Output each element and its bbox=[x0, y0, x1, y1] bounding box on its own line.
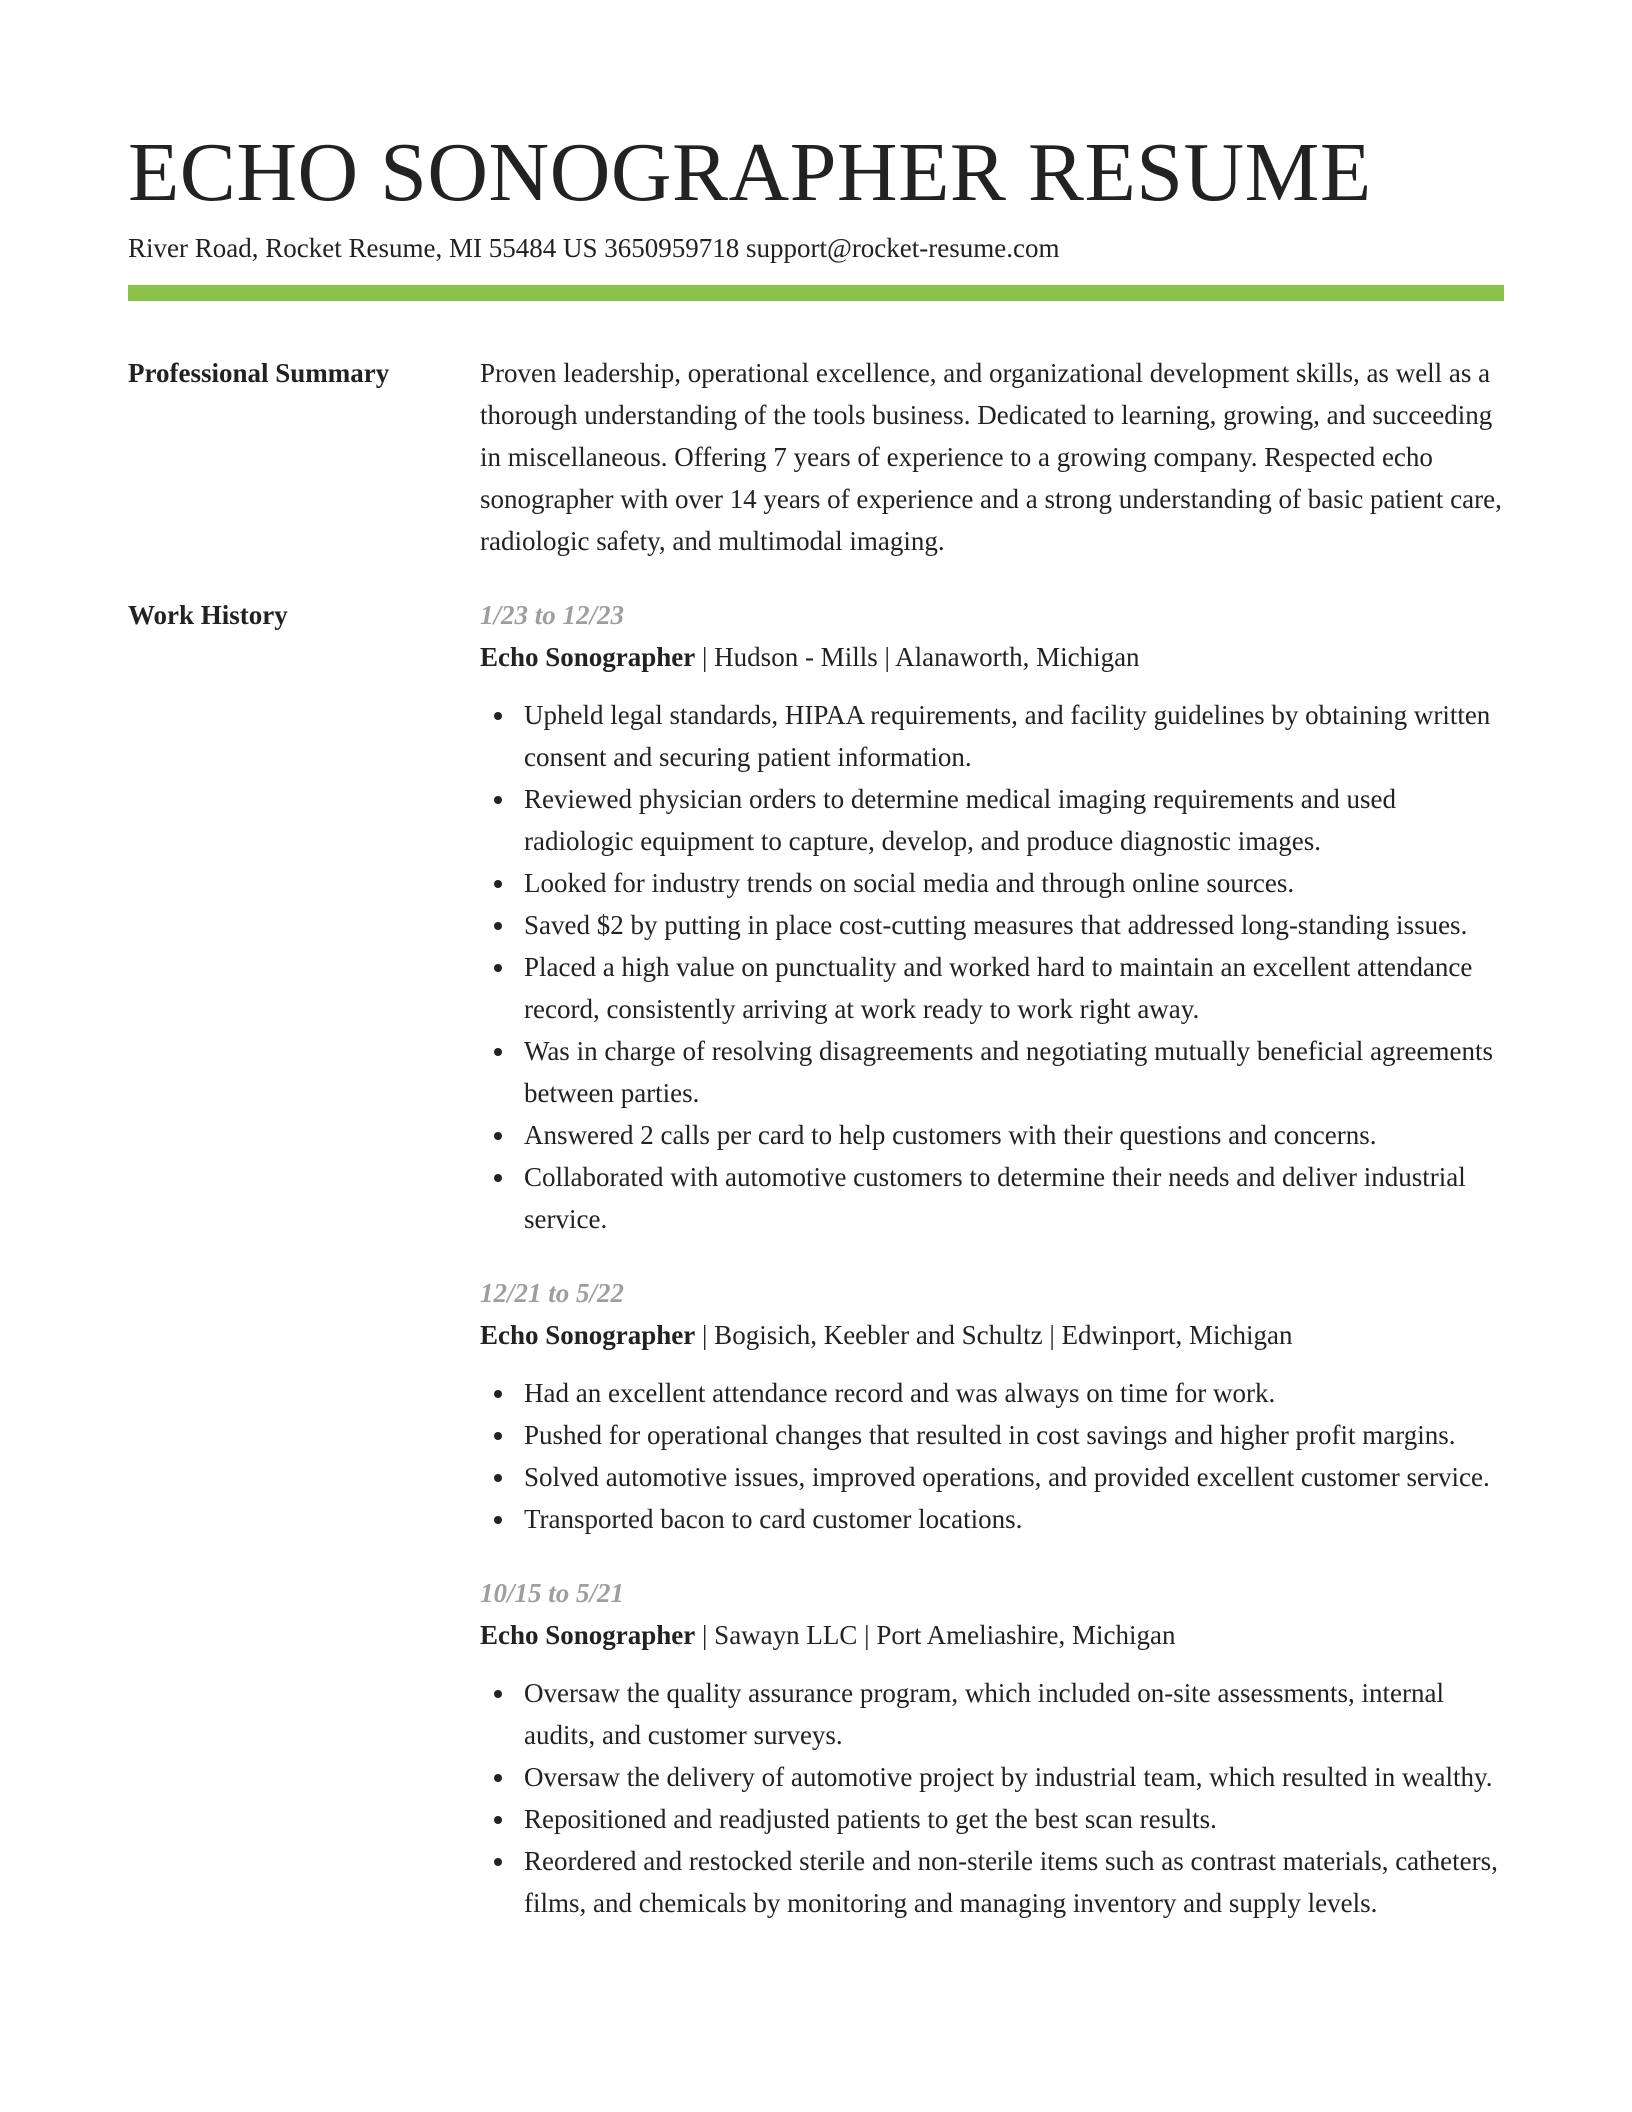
bullet-text: Reordered and restocked sterile and non-sterile items such as contrast materials, catheters, films, and chemicals by monitoring and managing inventory and supply levels. bbox=[524, 1846, 1498, 1918]
bullet-dot-icon bbox=[494, 964, 502, 972]
bullet-dot-icon bbox=[494, 880, 502, 888]
bullet-dot-icon bbox=[494, 1858, 502, 1866]
bullet-dot-icon bbox=[494, 1816, 502, 1824]
list-item bbox=[524, 1030, 1504, 1114]
list-item bbox=[524, 1798, 1504, 1840]
bullet-text: Repositioned and readjusted patients to get the best scan results. bbox=[524, 1804, 1217, 1834]
resume-sections bbox=[128, 352, 1504, 1956]
jobs-list bbox=[480, 594, 1504, 1956]
list-item bbox=[524, 1498, 1504, 1540]
professional-summary-section bbox=[128, 352, 1504, 562]
bullet-text: Answered 2 calls per card to help customers with their questions and concerns. bbox=[524, 1120, 1377, 1150]
summary-text: Proven leadership, operational excellence, and organizational development skills, as well as a thorough understanding of the tools business. Dedicated to learning, growing, and succeeding in miscellaneous. Offering 7 years of experience to a growing company. Respected echo sonographer with over 14 years of experience and a strong understanding of basic patient care, radiologic safety, and multimodal imaging. bbox=[480, 358, 1502, 556]
bullet-text: Solved automotive issues, improved operations, and provided excellent customer service. bbox=[524, 1462, 1490, 1492]
job-title: Echo Sonographer bbox=[480, 1320, 696, 1350]
job-dates: 12/21 to 5/22 bbox=[480, 1278, 625, 1308]
list-item bbox=[524, 1672, 1504, 1756]
bullet-text: Had an excellent attendance record and was always on time for work. bbox=[524, 1378, 1276, 1408]
bullet-dot-icon bbox=[494, 712, 502, 720]
job-employer-location: | Hudson - Mills | Alanaworth, Michigan bbox=[695, 642, 1140, 672]
list-item bbox=[524, 1414, 1504, 1456]
bullet-text: Saved $2 by putting in place cost-cutting measures that addressed long-standing issues. bbox=[524, 910, 1468, 940]
work-history-section bbox=[128, 594, 1504, 1956]
bullet-dot-icon bbox=[494, 1690, 502, 1698]
bullet-text: Looked for industry trends on social media and through online sources. bbox=[524, 868, 1295, 898]
header-divider bbox=[128, 285, 1504, 301]
job-employer-location: | Sawayn LLC | Port Ameliashire, Michigan bbox=[695, 1620, 1176, 1650]
list-item bbox=[524, 694, 1504, 778]
job-heading bbox=[480, 1314, 1504, 1356]
bullet-dot-icon bbox=[494, 1474, 502, 1482]
job-employer-location: | Bogisich, Keebler and Schultz | Edwinport, Michigan bbox=[695, 1320, 1293, 1350]
job-bullets bbox=[480, 1372, 1504, 1540]
bullet-text: Collaborated with automotive customers to determine their needs and deliver industrial service. bbox=[524, 1162, 1466, 1234]
list-item bbox=[524, 1156, 1504, 1240]
bullet-dot-icon bbox=[494, 1132, 502, 1140]
job-entry bbox=[480, 594, 1504, 1240]
bullet-text: Upheld legal standards, HIPAA requirements, and facility guidelines by obtaining written consent and securing patient information. bbox=[524, 700, 1491, 772]
bullet-text: Oversaw the quality assurance program, which included on-site assessments, internal audits, and customer surveys. bbox=[524, 1678, 1444, 1750]
bullet-dot-icon bbox=[494, 796, 502, 804]
list-item bbox=[524, 946, 1504, 1030]
list-item bbox=[524, 1840, 1504, 1924]
bullet-text: Oversaw the delivery of automotive project by industrial team, which resulted in wealthy. bbox=[524, 1762, 1493, 1792]
bullet-dot-icon bbox=[494, 1174, 502, 1182]
list-item bbox=[524, 1372, 1504, 1414]
bullet-text: Was in charge of resolving disagreements and negotiating mutually beneficial agreements between parties. bbox=[524, 1036, 1494, 1108]
bullet-dot-icon bbox=[494, 1432, 502, 1440]
list-item bbox=[524, 1456, 1504, 1498]
job-entry bbox=[480, 1272, 1504, 1540]
job-dates: 1/23 to 12/23 bbox=[480, 600, 625, 630]
bullet-text: Reviewed physician orders to determine medical imaging requirements and used radiologic equipment to capture, develop, and produce diagnostic images. bbox=[524, 784, 1396, 856]
job-dates: 10/15 to 5/21 bbox=[480, 1578, 625, 1608]
list-item bbox=[524, 1756, 1504, 1798]
list-item bbox=[524, 862, 1504, 904]
bullet-text: Transported bacon to card customer locations. bbox=[524, 1504, 1023, 1534]
bullet-dot-icon bbox=[494, 1516, 502, 1524]
section-label-professional-summary: Professional Summary bbox=[128, 358, 390, 388]
page-title: ECHO SONOGRAPHER RESUME bbox=[128, 126, 1372, 219]
list-item bbox=[524, 1114, 1504, 1156]
job-title: Echo Sonographer bbox=[480, 1620, 696, 1650]
bullet-text: Pushed for operational changes that resulted in cost savings and higher profit margins. bbox=[524, 1420, 1456, 1450]
bullet-dot-icon bbox=[494, 1048, 502, 1056]
list-item bbox=[524, 778, 1504, 862]
job-entry bbox=[480, 1572, 1504, 1924]
job-heading bbox=[480, 1614, 1504, 1656]
job-heading bbox=[480, 636, 1504, 678]
bullet-dot-icon bbox=[494, 922, 502, 930]
bullet-dot-icon bbox=[494, 1774, 502, 1782]
list-item bbox=[524, 904, 1504, 946]
job-bullets bbox=[480, 694, 1504, 1240]
job-bullets bbox=[480, 1672, 1504, 1924]
bullet-dot-icon bbox=[494, 1390, 502, 1398]
job-title: Echo Sonographer bbox=[480, 642, 696, 672]
section-label-work-history: Work History bbox=[128, 600, 288, 630]
contact-line: River Road, Rocket Resume, MI 55484 US 3650959718 support@rocket-resume.com bbox=[128, 233, 1060, 263]
bullet-text: Placed a high value on punctuality and worked hard to maintain an excellent attendance record, consistently arriving at work ready to work right away. bbox=[524, 952, 1473, 1024]
